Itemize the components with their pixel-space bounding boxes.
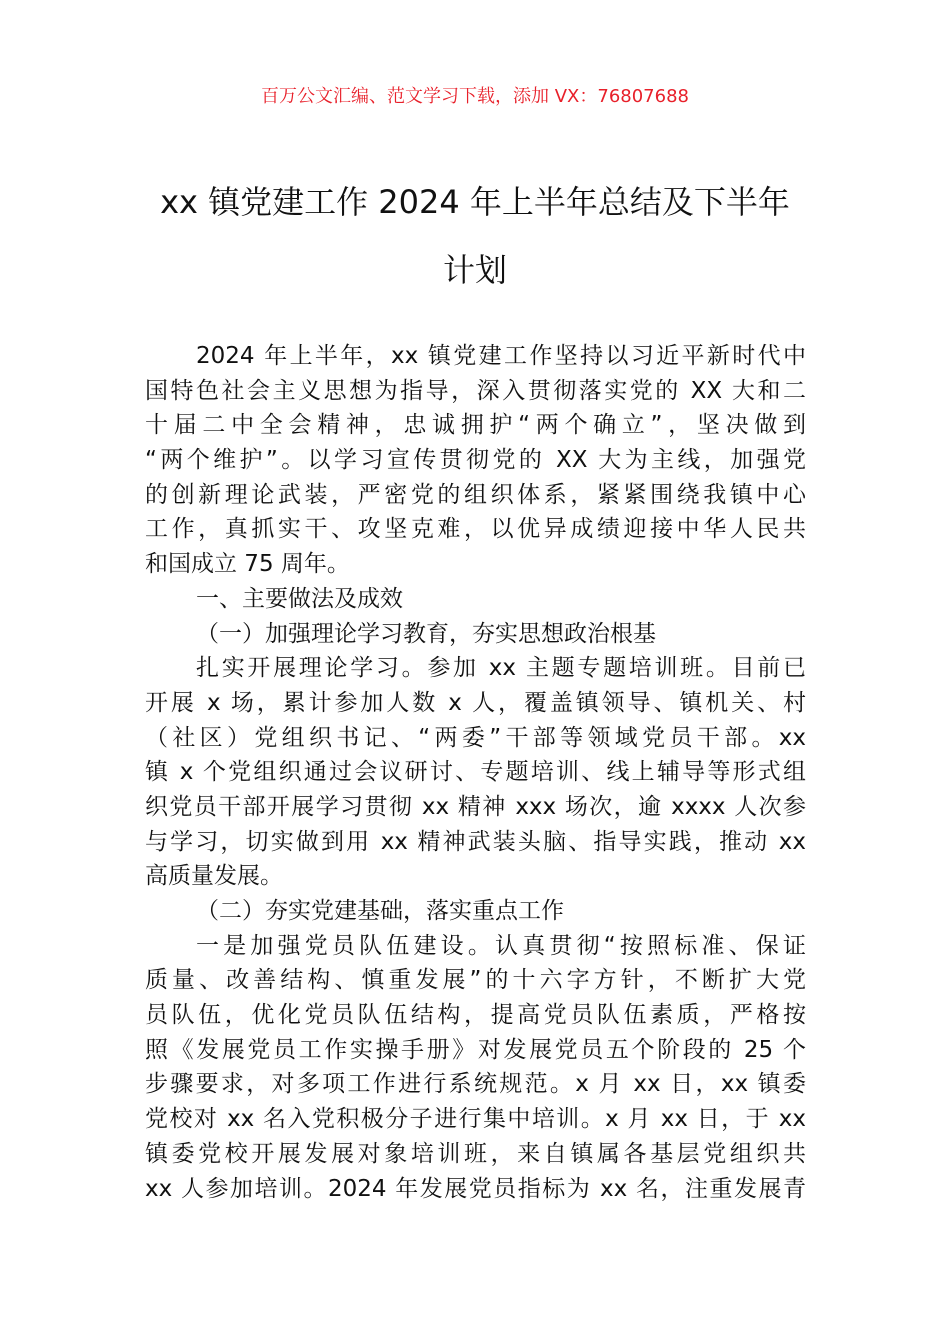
text-line: 国特色社会主义思想为指导，深入贯彻落实党的 XX 大和二 <box>145 377 806 404</box>
text-line: 高质量发展。 <box>145 863 283 890</box>
text-line: 与学习，切实做到用 xx 精神武装头脑、指导实践，推动 xx <box>145 828 806 855</box>
document-title-line-2: 计划 <box>442 251 507 289</box>
text-line: 织党员干部开展学习贯彻 xx 精神 xxx 场次，逾 xxxx 人次参 <box>145 793 806 820</box>
text-line: 镇委党校开展发展对象培训班，来自镇属各基层党组织共 <box>145 1140 806 1167</box>
text-line: 扎实开展理论学习。参加 xx 主题专题培训班。目前已 <box>196 655 806 682</box>
text-line: 和国成立 75 周年。 <box>145 551 350 578</box>
text-line: 十届二中全会精神，忠诚拥护“两个确立”，坚决做到 <box>145 412 806 439</box>
text-line: “两个维护”。以学习宣传贯彻党的 XX 大为主线，加强党 <box>145 447 806 474</box>
text-line: 2024 年上半年，xx 镇党建工作坚持以习近平新时代中 <box>196 343 806 369</box>
text-line: 的创新理论武装，严密党的组织体系，紧紧围绕我镇中心 <box>145 481 806 508</box>
text-line: 步骤要求，对多项工作进行系统规范。x 月 xx 日，xx 镇委 <box>145 1071 806 1098</box>
text-line: 镇 x 个党组织通过会议研讨、专题培训、线上辅导等形式组 <box>145 759 806 786</box>
text-line: xx 人参加培训。2024 年发展党员指标为 xx 名，注重发展青 <box>145 1175 806 1202</box>
text-line: 开展 x 场，累计参加人数 x 人，覆盖镇领导、镇机关、村 <box>145 689 806 716</box>
text-line: 工作，真抓实干、攻坚克难，以优异成绩迎接中华人民共 <box>145 516 806 543</box>
text-line: （社区）党组织书记、“两委”干部等领域党员干部。xx <box>145 724 806 751</box>
watermark-banner: 百万公文汇编、范文学习下载，添加 VX：76807688 <box>261 86 689 107</box>
text-line: （二）夯实党建基础，落实重点工作 <box>196 898 564 924</box>
text-line: 一是加强党员队伍建设。认真贯彻“按照标准、保证 <box>196 932 806 959</box>
text-line: 员队伍，优化党员队伍结构，提高党员队伍素质，严格按 <box>145 1002 806 1029</box>
text-line: 质量、改善结构、慎重发展”的十六字方针，不断扩大党 <box>145 967 806 994</box>
text-line: （一）加强理论学习教育，夯实思想政治根基 <box>196 620 656 647</box>
text-line: 党校对 xx 名入党积极分子进行集中培训。x 月 xx 日，于 xx <box>145 1106 806 1133</box>
document-body <box>145 339 806 1206</box>
document-title-line-1: xx 镇党建工作 2024 年上半年总结及下半年 <box>160 183 790 221</box>
text-line: 一、主要做法及成效 <box>196 585 403 612</box>
text-line: 照《发展党员工作实操手册》对发展党员五个阶段的 25 个 <box>145 1036 806 1063</box>
